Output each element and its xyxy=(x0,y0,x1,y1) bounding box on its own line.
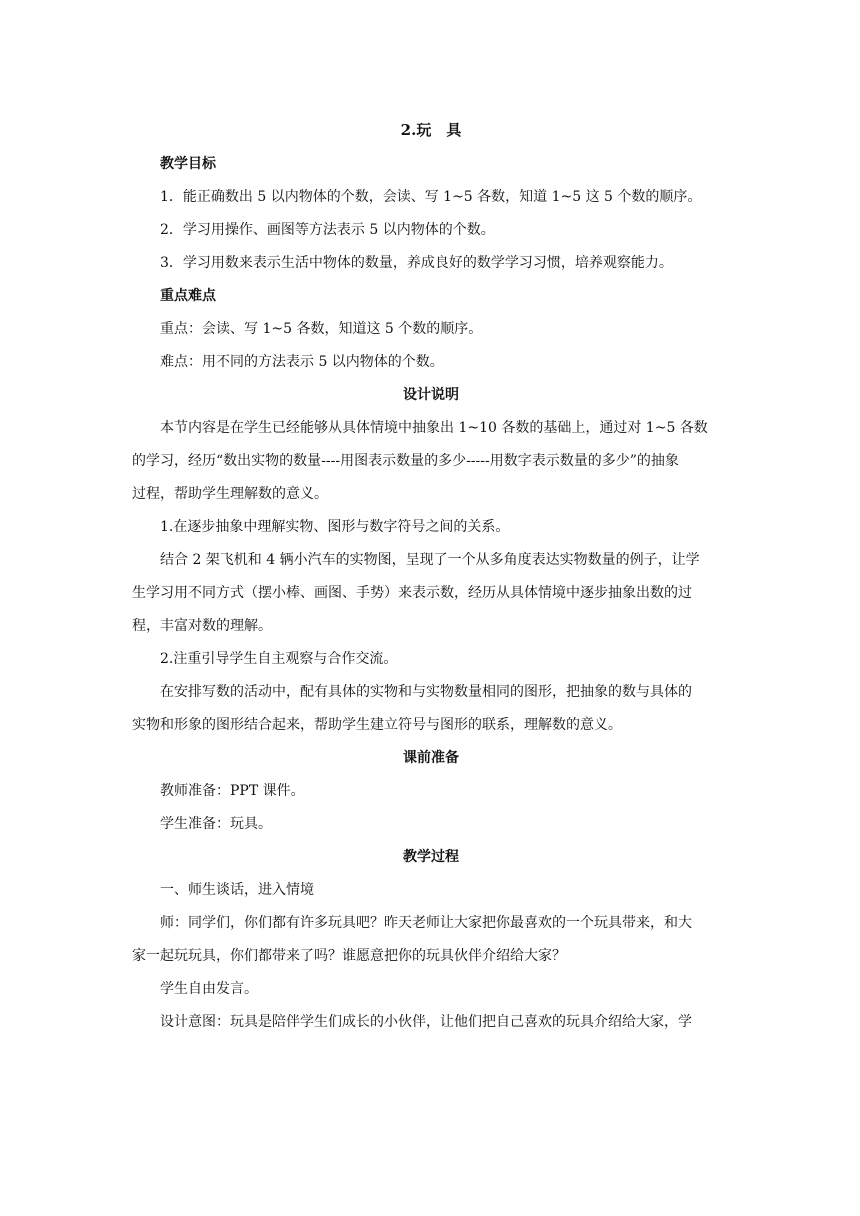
paragraph-line: 在安排写数的活动中，配有具体的实物和与实物数量相同的图形，把抽象的数与具体的 xyxy=(160,683,692,700)
prep-item: 学生准备：玩具。 xyxy=(160,815,272,832)
page-title: 2.玩 具 xyxy=(400,121,462,139)
section-heading-keypoints: 重点难点 xyxy=(160,287,216,304)
paragraph-line: 设计意图：玩具是陪伴学生们成长的小伙伴，让他们把自己喜欢的玩具介绍给大家，学 xyxy=(160,1013,692,1030)
design-paragraph xyxy=(132,412,730,511)
objective-item: 2．学习用操作、画图等方法表示 5 以内物体的个数。 xyxy=(160,221,495,238)
section-heading-objectives: 教学目标 xyxy=(160,155,216,172)
paragraph-line: 的学习，经历“数出实物的数量----用图表示数量的多少-----用数字表示数量的多少”的抽象 xyxy=(132,452,679,469)
document-body xyxy=(132,116,730,1039)
design-point: 1.在逐步抽象中理解实物、图形与数字符号之间的关系。 xyxy=(160,518,510,535)
design-paragraph xyxy=(132,544,730,643)
section-heading-prep: 课前准备 xyxy=(403,749,459,766)
process-step: 一、师生谈话，进入情境 xyxy=(160,881,314,898)
design-point: 2.注重引导学生自主观察与合作交流。 xyxy=(160,650,398,667)
paragraph-line: 实物和形象的图形结合起来，帮助学生建立符号与图形的联系，理解数的意义。 xyxy=(132,716,622,733)
paragraph-line: 本节内容是在学生已经能够从具体情境中抽象出 1~10 各数的基础上，通过对 1~5 各数 xyxy=(160,419,708,436)
design-paragraph xyxy=(132,676,730,742)
process-line: 学生自由发言。 xyxy=(160,980,258,997)
objective-item: 3．学习用数来表示生活中物体的数量，养成良好的数学学习习惯，培养观察能力。 xyxy=(160,254,673,271)
process-paragraph xyxy=(132,1006,730,1039)
objective-item: 1．能正确数出 5 以内物体的个数，会读、写 1~5 各数，知道 1~5 这 5 个数的顺序。 xyxy=(160,188,702,205)
keypoint-item: 难点：用不同的方法表示 5 以内物体的个数。 xyxy=(160,353,444,370)
process-paragraph xyxy=(132,907,730,973)
paragraph-line: 生学习用不同方式（摆小棒、画图、手势）来表示数，经历从具体情境中逐步抽象出数的过 xyxy=(132,584,692,601)
paragraph-line: 家一起玩玩具，你们都带来了吗？谁愿意把你的玩具伙伴介绍给大家？ xyxy=(132,947,566,964)
paragraph-line: 结合 2 架飞机和 4 辆小汽车的实物图，呈现了一个从多角度表达实物数量的例子，让学 xyxy=(160,551,700,568)
paragraph-line: 师：同学们，你们都有许多玩具吧？昨天老师让大家把你最喜欢的一个玩具带来，和大 xyxy=(160,914,692,931)
keypoint-item: 重点：会读、写 1~5 各数，知道这 5 个数的顺序。 xyxy=(160,320,483,337)
section-heading-design: 设计说明 xyxy=(403,386,459,403)
section-heading-process: 教学过程 xyxy=(403,848,459,865)
paragraph-line: 程，丰富对数的理解。 xyxy=(132,617,272,634)
paragraph-line: 过程，帮助学生理解数的意义。 xyxy=(132,485,328,502)
prep-item: 教师准备：PPT 课件。 xyxy=(160,782,305,799)
